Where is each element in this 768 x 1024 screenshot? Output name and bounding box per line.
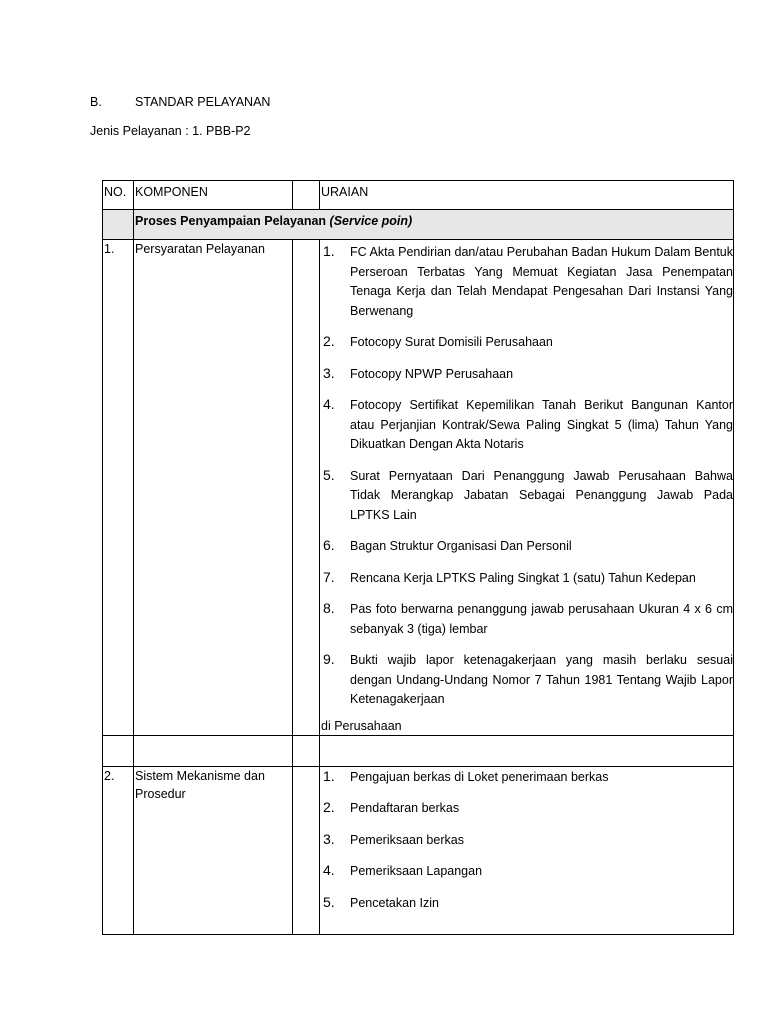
list-item bbox=[321, 650, 733, 710]
list-item-number: 2. bbox=[323, 799, 335, 815]
header-no: NO. bbox=[103, 181, 134, 210]
procedure-list bbox=[321, 767, 733, 914]
list-item-text: Bagan Struktur Organisasi Dan Personil bbox=[350, 539, 572, 553]
list-item-number: 7. bbox=[323, 568, 335, 585]
empty-cell bbox=[293, 735, 320, 766]
list-item bbox=[321, 798, 733, 819]
list-item bbox=[321, 893, 733, 914]
subheader-text bbox=[134, 210, 734, 240]
list-item-number: 1. bbox=[323, 243, 335, 259]
list-item-number: 5. bbox=[323, 893, 335, 910]
list-item-number: 2. bbox=[323, 333, 335, 349]
requirements-tail-note: di Perusahaan bbox=[321, 718, 402, 733]
list-item-text: Pendaftaran berkas bbox=[350, 801, 460, 815]
list-item bbox=[321, 242, 733, 321]
list-item-text: Fotocopy NPWP Perusahaan bbox=[350, 366, 514, 381]
row-uraian bbox=[320, 240, 734, 736]
table-row bbox=[103, 240, 734, 736]
subheader-main: Proses Penyampaian Pelayanan bbox=[135, 214, 330, 228]
list-item bbox=[321, 861, 733, 882]
list-item-text: Pas foto berwarna penanggung jawab perusahaan Ukuran 4 x 6 cm sebanyak 3 (tiga) lembar bbox=[350, 602, 733, 636]
list-item-number: 1. bbox=[323, 767, 335, 784]
list-item bbox=[321, 830, 733, 851]
list-item-text: Pemeriksaan Lapangan bbox=[350, 864, 483, 878]
empty-cell bbox=[134, 735, 293, 766]
list-item-number: 3. bbox=[323, 364, 335, 381]
list-item-text: Fotocopy Surat Domisili Perusahaan bbox=[350, 335, 553, 349]
list-item bbox=[321, 536, 733, 557]
list-item-number: 4. bbox=[323, 862, 335, 878]
list-item-text: Bukti wajib lapor ketenagakerjaan yang masih berlaku sesuai dengan Undang-Undang Nomor 7 Tahun 1981 Tentang Wajib Lapor Ketenagakerjaan bbox=[350, 653, 733, 706]
row-komponen: Persyaratan Pelayanan bbox=[134, 240, 293, 736]
service-type-line: Jenis Pelayanan : 1. PBB-P2 bbox=[90, 124, 251, 138]
table-header-row bbox=[103, 181, 734, 210]
section-title: STANDAR PELAYANAN bbox=[135, 95, 271, 109]
header-komponen: KOMPONEN bbox=[134, 181, 293, 210]
list-item bbox=[321, 599, 733, 639]
list-item-text: Fotocopy Sertifikat Kepemilikan Tanah Berikut Bangunan Kantor atau Perjanjian Kontrak/Sewa Paling Singkat 5 (lima) Tahun Yang Dikuatkan Dengan Akta Notaris bbox=[350, 398, 733, 451]
row-separator bbox=[293, 766, 320, 934]
list-item bbox=[321, 395, 733, 455]
empty-cell bbox=[103, 735, 134, 766]
list-item-number: 9. bbox=[323, 651, 335, 667]
row-komponen: Sistem Mekanisme dan Prosedur bbox=[134, 766, 293, 934]
list-item-number: 8. bbox=[323, 600, 335, 616]
header-uraian: URAIAN bbox=[320, 181, 734, 210]
section-letter: B. bbox=[90, 95, 102, 109]
list-item-text: Pencetakan Izin bbox=[350, 895, 439, 910]
list-item-text: Surat Pernyataan Dari Penanggung Jawab Perusahaan Bahwa Tidak Merangkap Jabatan Sebagai Penanggung Jawab Pada LPTKS Lain bbox=[350, 468, 733, 522]
row-number: 2. bbox=[103, 766, 134, 934]
list-item bbox=[321, 466, 733, 526]
section-heading bbox=[90, 95, 270, 109]
list-item bbox=[321, 332, 733, 353]
header-separator bbox=[293, 181, 320, 210]
table-row bbox=[103, 766, 734, 934]
table-row-empty bbox=[103, 735, 734, 766]
row-number: 1. bbox=[103, 240, 134, 736]
list-item-text: Pengajuan berkas di Loket penerimaan berkas bbox=[350, 769, 609, 784]
row-separator bbox=[293, 240, 320, 736]
list-item bbox=[321, 767, 733, 788]
subheader-italic: (Service poin) bbox=[329, 214, 413, 228]
list-item-text: Rencana Kerja LPTKS Paling Singkat 1 (satu) Tahun Kedepan bbox=[350, 570, 696, 585]
service-standard-table bbox=[102, 180, 734, 935]
list-item-text: Pemeriksaan berkas bbox=[350, 832, 464, 847]
list-item-number: 5. bbox=[323, 466, 335, 483]
list-item bbox=[321, 364, 733, 385]
list-item-number: 6. bbox=[323, 537, 335, 553]
list-item-number: 4. bbox=[323, 396, 335, 412]
table-subheader-row bbox=[103, 210, 734, 240]
subheader-no-cell bbox=[103, 210, 134, 240]
requirements-list bbox=[321, 242, 733, 710]
list-item-number: 3. bbox=[323, 830, 335, 847]
list-item bbox=[321, 568, 733, 589]
list-item-text: FC Akta Pendirian dan/atau Perubahan Badan Hukum Dalam Bentuk Perseroan Terbatas Yang Memuat Kegiatan Jasa Penempatan Tenaga Kerja dan Telah Mendapat Pengesahan Dari Instansi Yang Berwenang bbox=[350, 245, 733, 318]
row-uraian bbox=[320, 766, 734, 934]
empty-cell bbox=[320, 735, 734, 766]
